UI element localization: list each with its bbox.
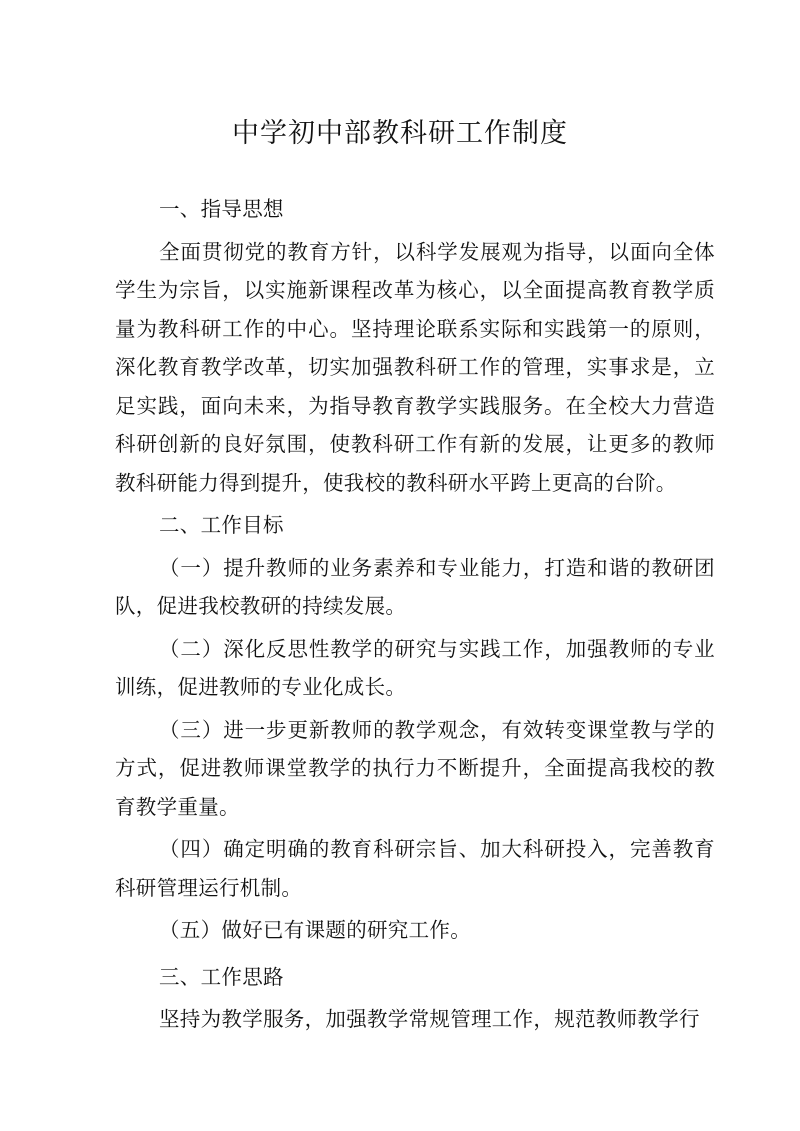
- paragraph-goal-1: （一）提升教师的业务素养和专业能力，打造和谐的教研团队，促进我校教研的持续发展。: [115, 555, 715, 618]
- section-heading-work-goals: 二、工作目标: [159, 513, 284, 537]
- paragraph-goal-2: （二）深化反思性教学的研究与实践工作，加强教师的专业训练，促进教师的专业化成长。: [115, 636, 715, 699]
- document-body: [115, 190, 715, 1039]
- document-title: 中学初中部教科研工作制度: [232, 118, 568, 149]
- paragraph-guiding-ideology: 全面贯彻党的教育方针，以科学发展观为指导，以面向全体学生为宗旨，以实施新课程改革为核心，以全面提高教育教学质量为教科研工作的中心。坚持理论联系实际和实践第一的原则，深化教育教学改革，切实加强教科研工作的管理，实事求是，立足实践，面向未来，为指导教育教学实践服务。在全校大力营造科研创新的良好氛围，使教科研工作有新的发展，让更多的教师教科研能力得到提升，使我校的教科研水平跨上更高的台阶。: [115, 239, 715, 495]
- section-heading-guiding-ideology: 一、指导思想: [159, 197, 284, 221]
- section-heading-work-approach: 三、工作思路: [159, 964, 284, 989]
- paragraph-goal-4: （四）确定明确的教育科研宗旨、加大科研投入，完善教育科研管理运行机制。: [115, 837, 715, 900]
- paragraph-goal-5: （五）做好已有课题的研究工作。: [159, 918, 471, 942]
- paragraph-goal-3: （三）进一步更新教师的教学观念，有效转变课堂教与学的方式，促进教师课堂教学的执行力不断提升，全面提高我校的教育教学重量。: [115, 717, 715, 819]
- paragraph-work-approach: 坚持为教学服务，加强教学常规管理工作，规范教师教学行: [159, 1007, 700, 1031]
